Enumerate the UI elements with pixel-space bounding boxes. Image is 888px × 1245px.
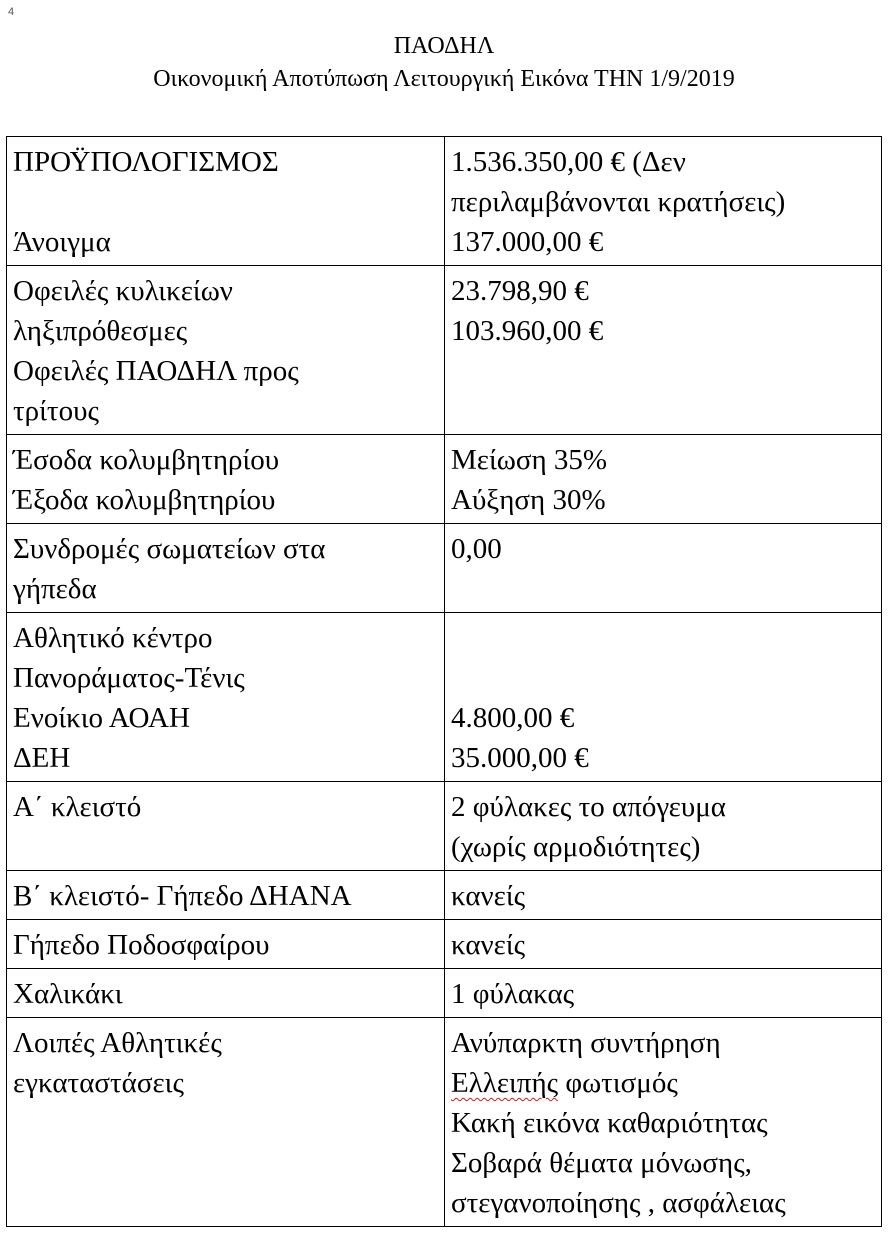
page-number: 4	[8, 6, 15, 18]
value-cell	[445, 920, 882, 969]
row-value-line: Αύξηση 30%	[451, 484, 606, 516]
row-label-line: Χαλικάκι	[13, 978, 123, 1010]
row-label-line: Οφειλές ΠΑΟΔΗΛ προς	[13, 355, 299, 387]
value-cell	[445, 524, 882, 613]
row-label-line: Έξοδα κολυμβητηρίου	[13, 484, 276, 516]
row-value-line	[451, 1063, 876, 1103]
row-label-line: Α΄ κλειστό	[13, 791, 142, 823]
row-label-line: τρίτους	[13, 395, 99, 427]
row-label-line: Άνοιγμα	[13, 226, 111, 258]
table-row	[7, 920, 882, 969]
blank-line	[451, 618, 876, 658]
row-value-line: 4.800,00 €	[451, 702, 575, 734]
label-cell	[7, 435, 445, 524]
row-value-line: 0,00	[451, 533, 502, 565]
row-label-line: ΠΡΟΫΠΟΛΟΓΙΣΜΟΣ	[13, 146, 279, 178]
row-value-line: 35.000,00 €	[451, 742, 589, 774]
value-cell	[445, 969, 882, 1018]
row-label-line: εγκαταστάσεις	[13, 1067, 184, 1099]
value-cell	[445, 435, 882, 524]
row-label-line: Αθλητικό κέντρο	[13, 622, 213, 654]
row-value-line: 103.960,00 €	[451, 315, 604, 347]
table-row	[7, 871, 882, 920]
table-row	[7, 613, 882, 782]
label-cell	[7, 969, 445, 1018]
row-value-line: Μείωση 35%	[451, 444, 608, 476]
label-cell	[7, 920, 445, 969]
table-row	[7, 969, 882, 1018]
row-label-line: γήπεδα	[13, 573, 97, 605]
row-value-line: 137.000,00 €	[451, 226, 604, 258]
row-label-line: Πανοράματος-Τένις	[13, 662, 245, 694]
row-value-line: Κακή εικόνα καθαριότητας	[451, 1107, 768, 1139]
row-label-line: Λοιπές Αθλητικές	[13, 1027, 222, 1059]
label-cell	[7, 871, 445, 920]
row-value-line: Ανύπαρκτη συντήρηση	[451, 1027, 721, 1059]
table-row	[7, 524, 882, 613]
row-value-line: στεγανοποίησης , ασφάλειας	[451, 1187, 786, 1219]
row-label-line: Οφειλές κυλικείων	[13, 275, 233, 307]
row-value-line: 1 φύλακας	[451, 978, 575, 1010]
row-value-line: Σοβαρά θέματα μόνωσης,	[451, 1147, 752, 1179]
value-cell	[445, 266, 882, 435]
value-cell	[445, 782, 882, 871]
table-row	[7, 782, 882, 871]
spellcheck-flagged-word: Ελλειπής	[451, 1067, 559, 1099]
label-cell	[7, 613, 445, 782]
value-cell	[445, 871, 882, 920]
row-value-line: (χωρίς αρμοδιότητες)	[451, 831, 701, 863]
document-title: ΠΑΟΔΗΛ	[393, 33, 495, 59]
label-cell	[7, 137, 445, 266]
table-row	[7, 266, 882, 435]
row-label-line: Γήπεδο Ποδοσφαίρου	[13, 929, 270, 961]
row-label-line: Έσοδα κολυμβητηρίου	[13, 444, 280, 476]
document-subtitle: Οικονομική Αποτύπωση Λειτουργική Εικόνα ΤΗΝ 1/9/2019	[153, 66, 735, 92]
row-value-rest: φωτισμός	[558, 1067, 678, 1099]
blank-line	[451, 658, 876, 698]
row-value-line: κανείς	[451, 929, 526, 961]
row-label-line: Συνδρομές σωματείων στα	[13, 533, 326, 565]
row-value-line: 1.536.350,00 € (Δεν	[451, 146, 686, 178]
row-label-line: ληξιπρόθεσμες	[13, 315, 188, 347]
report-table	[6, 136, 882, 1227]
table-row	[7, 1018, 882, 1227]
label-cell	[7, 782, 445, 871]
value-cell	[445, 137, 882, 266]
label-cell	[7, 266, 445, 435]
row-value-line: κανείς	[451, 880, 526, 912]
row-label-line: Ενοίκιο ΑΟΑΗ	[13, 702, 190, 734]
table-row	[7, 137, 882, 266]
blank-line	[13, 182, 439, 222]
row-label-line: ΔΕΗ	[13, 742, 71, 774]
label-cell	[7, 1018, 445, 1227]
row-value-line: 23.798,90 €	[451, 275, 589, 307]
row-label-line: Β΄ κλειστό- Γήπεδο ΔΗΑΝΑ	[13, 880, 352, 912]
table-row	[7, 435, 882, 524]
value-cell	[445, 1018, 882, 1227]
row-value-line: 2 φύλακες το απόγευμα	[451, 791, 726, 823]
value-cell	[445, 613, 882, 782]
label-cell	[7, 524, 445, 613]
row-value-line: περιλαμβάνονται κρατήσεις)	[451, 186, 786, 218]
